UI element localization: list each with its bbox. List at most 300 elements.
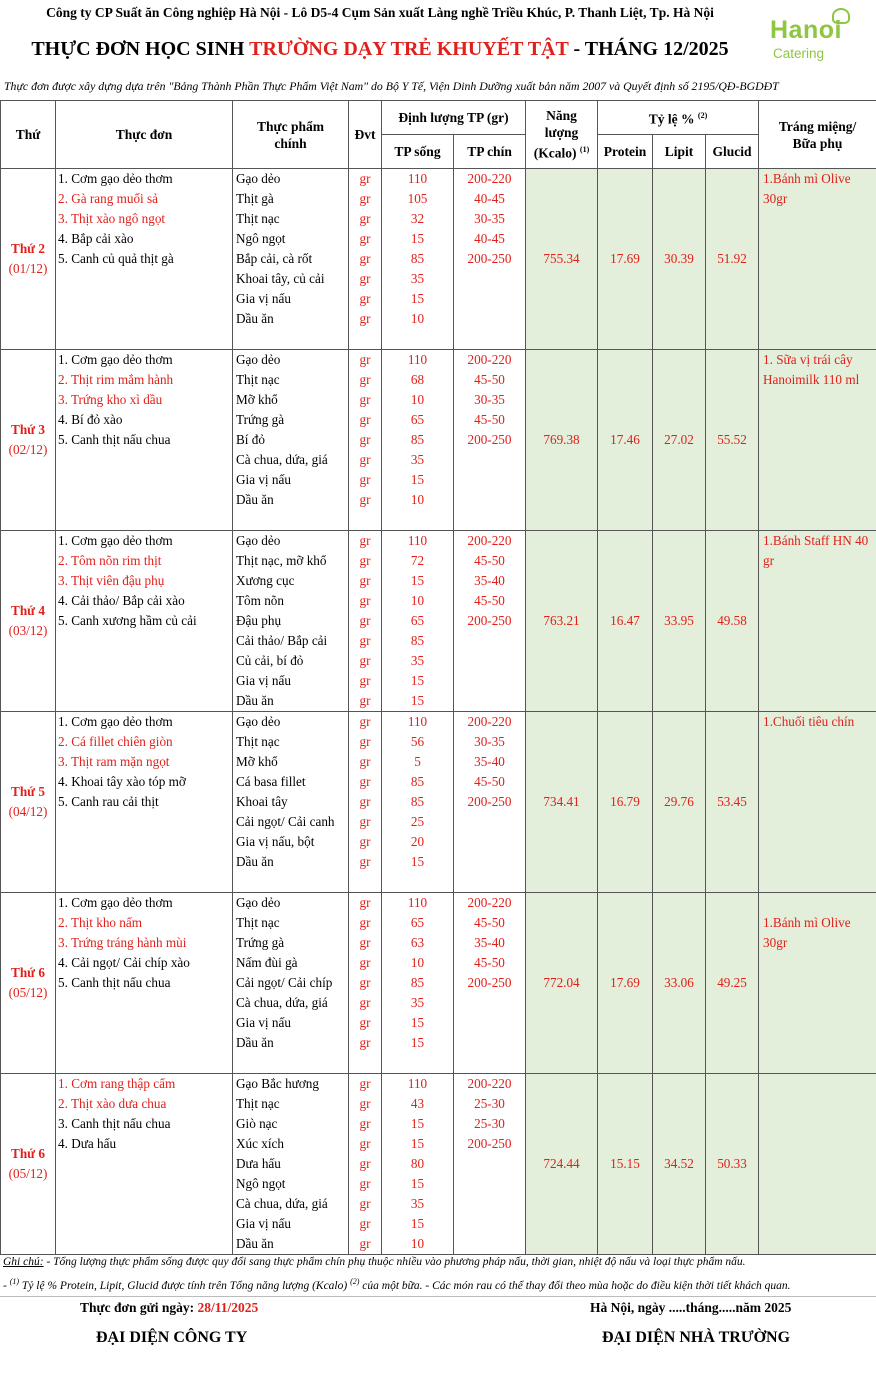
dish-name: 4. Dưa hấu (56, 1134, 233, 1154)
cooked-quantity: 40-45 (454, 189, 526, 209)
cooked-quantity (454, 691, 526, 712)
day-name: Thứ 6 (11, 1146, 45, 1161)
ingredient: Nấm đùi gà (233, 953, 349, 973)
raw-quantity: 15 (382, 289, 454, 309)
day-date: (01/12) (8, 261, 48, 276)
lipid-value: 27.02 (653, 350, 706, 531)
dessert-text: 1.Chuối tiêu chín (763, 714, 855, 729)
unit: gr (349, 189, 382, 209)
raw-quantity: 15 (382, 229, 454, 249)
unit: gr (349, 732, 382, 752)
raw-quantity: 15 (382, 1214, 454, 1234)
unit: gr (349, 752, 382, 772)
raw-quantity: 110 (382, 1074, 454, 1095)
table-row (1, 169, 876, 190)
dish-name: 3. Trứng tráng hành mùi (56, 933, 233, 953)
cooked-quantity (454, 450, 526, 470)
dish-name (56, 1013, 233, 1033)
day-label (1, 531, 56, 712)
unit: gr (349, 1234, 382, 1255)
dish-name (56, 993, 233, 1013)
raw-quantity: 85 (382, 973, 454, 993)
ingredient: Ngô ngọt (233, 1174, 349, 1194)
cooked-quantity (454, 852, 526, 872)
header-glucid: Glucid (706, 135, 759, 169)
ingredient: Dầu ăn (233, 1234, 349, 1255)
unit: gr (349, 1134, 382, 1154)
dish-name: 2. Cá fillet chiên giòn (56, 732, 233, 752)
raw-quantity: 110 (382, 350, 454, 371)
ingredient: Cải ngọt/ Cải chíp (233, 973, 349, 993)
protein-value: 15.15 (598, 1074, 653, 1255)
ingredient: Mỡ khổ (233, 390, 349, 410)
dish-name: 2. Tôm nõn rim thịt (56, 551, 233, 571)
table-row (1, 350, 876, 371)
ingredient: Gia vị nấu (233, 289, 349, 309)
cooked-quantity: 200-220 (454, 350, 526, 371)
day-label (1, 350, 56, 531)
cooked-quantity: 45-50 (454, 551, 526, 571)
unit: gr (349, 249, 382, 269)
unit: gr (349, 1154, 382, 1174)
protein-value: 17.69 (598, 169, 653, 350)
header-ratio (598, 101, 759, 135)
day-name: Thứ 3 (11, 422, 45, 437)
cooked-quantity (454, 490, 526, 510)
day-name: Thứ 4 (11, 603, 45, 618)
ingredient: Cà chua, dứa, giá (233, 450, 349, 470)
ingredient: Gia vị nấu (233, 1214, 349, 1234)
dessert (759, 169, 876, 350)
raw-quantity: 85 (382, 430, 454, 450)
raw-quantity: 15 (382, 1114, 454, 1134)
ingredient: Gạo dẻo (233, 893, 349, 914)
footnote-2-sup2: (2) (350, 1277, 360, 1286)
cooked-quantity: 45-50 (454, 953, 526, 973)
cooked-quantity (454, 289, 526, 309)
raw-quantity: 15 (382, 1174, 454, 1194)
dish-name (56, 812, 233, 832)
dish-name: 4. Bí đỏ xào (56, 410, 233, 430)
table-row (1, 712, 876, 733)
ingredient: Cải thảo/ Bắp cải (233, 631, 349, 651)
cooked-quantity: 35-40 (454, 571, 526, 591)
glucid-value: 49.25 (706, 893, 759, 1074)
dish-name (56, 1053, 233, 1074)
unit: gr (349, 209, 382, 229)
unit: gr (349, 953, 382, 973)
unit: gr (349, 852, 382, 872)
ingredient (233, 510, 349, 531)
raw-quantity: 10 (382, 1234, 454, 1255)
raw-quantity: 110 (382, 893, 454, 914)
dish-name: 3. Thịt viên đậu phụ (56, 571, 233, 591)
unit: gr (349, 691, 382, 712)
dish-name: 1. Cơm gạo dẻo thơm (56, 531, 233, 552)
ingredient: Trứng gà (233, 933, 349, 953)
raw-quantity: 10 (382, 591, 454, 611)
cooked-quantity (454, 1033, 526, 1053)
header-energy-label: Năng lượng (Kcalo) (533, 108, 579, 161)
ingredient: Thịt nạc (233, 370, 349, 390)
ingredient: Xúc xích (233, 1134, 349, 1154)
dish-name (56, 832, 233, 852)
dessert (759, 1074, 876, 1255)
protein-value: 17.69 (598, 893, 653, 1074)
dessert-text: 1.Bánh mì Olive 30gr (763, 171, 851, 206)
ingredient: Dầu ăn (233, 490, 349, 510)
raw-quantity: 35 (382, 1194, 454, 1214)
dish-name (56, 1194, 233, 1214)
cooked-quantity (454, 1013, 526, 1033)
ingredient (233, 872, 349, 893)
unit: gr (349, 350, 382, 371)
cooked-quantity (454, 631, 526, 651)
raw-quantity: 65 (382, 611, 454, 631)
dish-name: 5. Canh thịt nấu chua (56, 973, 233, 993)
header-energy-sup: (1) (579, 145, 590, 155)
footnote-2-prefix: - (3, 1279, 10, 1292)
raw-quantity: 72 (382, 551, 454, 571)
logo-text: Hanoi (770, 16, 842, 44)
cooked-quantity: 200-220 (454, 893, 526, 914)
dish-name (56, 651, 233, 671)
dish-name: 3. Thịt xào ngô ngọt (56, 209, 233, 229)
cooked-quantity (454, 269, 526, 289)
cooked-quantity: 30-35 (454, 390, 526, 410)
unit: gr (349, 571, 382, 591)
raw-quantity: 110 (382, 531, 454, 552)
raw-quantity: 85 (382, 772, 454, 792)
cooked-quantity: 40-45 (454, 229, 526, 249)
dish-name (56, 671, 233, 691)
ingredient (233, 329, 349, 350)
ingredient: Dưa hấu (233, 1154, 349, 1174)
raw-quantity: 20 (382, 832, 454, 852)
dessert-text: 1.Bánh Staff HN 40 gr (763, 533, 869, 568)
raw-quantity: 105 (382, 189, 454, 209)
raw-quantity: 10 (382, 953, 454, 973)
unit: gr (349, 309, 382, 329)
ingredient: Gạo Bắc hương (233, 1074, 349, 1095)
ingredient: Dầu ăn (233, 852, 349, 872)
raw-quantity: 10 (382, 390, 454, 410)
dish-name (56, 1033, 233, 1053)
dish-name (56, 510, 233, 531)
lipid-value: 33.95 (653, 531, 706, 712)
unit: gr (349, 712, 382, 733)
cooked-quantity (454, 1194, 526, 1214)
ingredient: Dầu ăn (233, 691, 349, 712)
glucid-value: 51.92 (706, 169, 759, 350)
cooked-quantity: 45-50 (454, 913, 526, 933)
dish-name: 2. Gà rang muối sả (56, 189, 233, 209)
cooked-quantity: 45-50 (454, 370, 526, 390)
dish-name: 4. Bắp cải xào (56, 229, 233, 249)
header-energy (526, 101, 598, 169)
raw-quantity: 25 (382, 812, 454, 832)
ingredient: Cá basa fillet (233, 772, 349, 792)
glucid-value: 49.58 (706, 531, 759, 712)
cooked-quantity: 25-30 (454, 1094, 526, 1114)
ingredient (233, 1053, 349, 1074)
footnote-2-sup1: (1) (9, 1277, 20, 1286)
unit: gr (349, 1214, 382, 1234)
dish-name (56, 1154, 233, 1174)
unit: gr (349, 631, 382, 651)
raw-quantity (382, 510, 454, 531)
ingredient: Thịt nạc (233, 913, 349, 933)
footnote-1 (3, 1256, 746, 1268)
header-dessert: Tráng miệng/ Bữa phụ (759, 101, 876, 169)
unit: gr (349, 591, 382, 611)
dish-name: 4. Cải thảo/ Bắp cải xào (56, 591, 233, 611)
dish-name (56, 691, 233, 712)
unit: gr (349, 551, 382, 571)
cooked-quantity: 30-35 (454, 732, 526, 752)
dish-name: 5. Canh củ quả thịt gà (56, 249, 233, 269)
ingredient: Thịt nạc (233, 732, 349, 752)
dish-name (56, 289, 233, 309)
ingredient: Tôm nõn (233, 591, 349, 611)
company-address: Công ty CP Suất ăn Công nghiệp Hà Nội - Lô D5-4 Cụm Sản xuất Làng nghề Triều Khúc, P. Thanh Liệt, Tp. Hà Nội (46, 5, 714, 20)
raw-quantity: 85 (382, 249, 454, 269)
raw-quantity: 43 (382, 1094, 454, 1114)
energy-value: 772.04 (526, 893, 598, 1074)
unit: gr (349, 430, 382, 450)
raw-quantity: 10 (382, 309, 454, 329)
unit: gr (349, 1174, 382, 1194)
dish-name (56, 1174, 233, 1194)
school-signature-label: ĐẠI DIỆN NHÀ TRƯỜNG (602, 1329, 791, 1346)
dessert (759, 712, 876, 893)
ingredient: Bí đỏ (233, 430, 349, 450)
title-part1: THỰC ĐƠN HỌC SINH (31, 38, 250, 60)
unit: gr (349, 1194, 382, 1214)
unit: gr (349, 269, 382, 289)
page-title (0, 38, 760, 61)
raw-quantity (382, 1053, 454, 1074)
energy-value: 763.21 (526, 531, 598, 712)
energy-value: 769.38 (526, 350, 598, 531)
cooked-quantity: 200-220 (454, 531, 526, 552)
ingredient: Giò nạc (233, 1114, 349, 1134)
ingredient: Gia vị nấu, bột (233, 832, 349, 852)
raw-quantity: 85 (382, 792, 454, 812)
ingredient: Dầu ăn (233, 309, 349, 329)
unit: gr (349, 1013, 382, 1033)
table-row (1, 1074, 876, 1095)
unit (349, 329, 382, 350)
header-quantity: Định lượng TP (gr) (382, 101, 526, 135)
raw-quantity: 65 (382, 410, 454, 430)
unit (349, 1053, 382, 1074)
raw-quantity: 15 (382, 470, 454, 490)
footnote-2-text-b: của một bữa. - Các món rau có thể thay đổi theo mùa hoặc do điều kiện thời tiết khách quan. (359, 1279, 791, 1292)
raw-quantity: 35 (382, 450, 454, 470)
raw-quantity: 65 (382, 913, 454, 933)
day-label (1, 169, 56, 350)
dish-name: 3. Canh thịt nấu chua (56, 1114, 233, 1134)
cooked-quantity: 45-50 (454, 591, 526, 611)
dish-name: 3. Trứng kho xì dầu (56, 390, 233, 410)
header-cooked: TP chín (454, 135, 526, 169)
unit: gr (349, 913, 382, 933)
ingredient: Khoai tây (233, 792, 349, 812)
cooked-quantity (454, 329, 526, 350)
title-school: TRƯỜNG DẠY TRẺ KHUYẾT TẬT (249, 38, 569, 60)
day-name: Thứ 2 (11, 241, 45, 256)
ingredient: Cải ngọt/ Cải canh (233, 812, 349, 832)
dish-name: 5. Canh xương hầm củ cải (56, 611, 233, 631)
logo-subtext: Catering (773, 46, 825, 61)
day-label (1, 712, 56, 893)
ingredient: Dầu ăn (233, 1033, 349, 1053)
unit: gr (349, 410, 382, 430)
day-date: (03/12) (8, 623, 48, 638)
sent-date-label: Thực đơn gửi ngày: (80, 1300, 198, 1315)
dish-name (56, 852, 233, 872)
menu-table (0, 100, 876, 1255)
raw-quantity: 110 (382, 169, 454, 190)
dish-name: 5. Canh thịt nấu chua (56, 430, 233, 450)
ingredient: Bắp cải, cà rốt (233, 249, 349, 269)
ingredient: Thịt nạc (233, 1094, 349, 1114)
unit: gr (349, 450, 382, 470)
cooked-quantity: 45-50 (454, 410, 526, 430)
cooked-quantity: 25-30 (454, 1114, 526, 1134)
footnote-2 (3, 1277, 791, 1292)
ingredient: Ngô ngọt (233, 229, 349, 249)
raw-quantity (382, 872, 454, 893)
dish-name (56, 470, 233, 490)
unit (349, 872, 382, 893)
cooked-quantity (454, 309, 526, 329)
unit: gr (349, 993, 382, 1013)
unit: gr (349, 832, 382, 852)
dish-name (56, 450, 233, 470)
unit (349, 510, 382, 531)
unit: gr (349, 933, 382, 953)
dish-name (56, 329, 233, 350)
source-note: Thực đơn được xây dựng dựa trên "Bảng Thành Phần Thực Phẩm Việt Nam" do Bộ Y Tế, Viện Dinh Dưỡng xuất bản năm 2007 và Quyết định số 2195/QĐ-BGDĐT (4, 79, 779, 93)
ingredient: Gạo dẻo (233, 169, 349, 190)
ingredient: Gạo dẻo (233, 712, 349, 733)
unit: gr (349, 611, 382, 631)
cooked-quantity (454, 872, 526, 893)
unit: gr (349, 490, 382, 510)
dish-name: 4. Khoai tây xào tóp mỡ (56, 772, 233, 792)
raw-quantity: 110 (382, 712, 454, 733)
title-month: - THÁNG 12/2025 (568, 38, 729, 60)
ingredient: Cà chua, dứa, giá (233, 993, 349, 1013)
dessert-text: 1.Bánh mì Olive 30gr (763, 915, 851, 950)
footnote-1-text: - Tổng lượng thực phẩm sống được quy đổi sang thực phẩm chín phụ thuộc nhiều vào phương pháp nấu, thời gian, nhiệt độ nấu và loại thực phẩm nấu. (43, 1256, 746, 1268)
raw-quantity: 5 (382, 752, 454, 772)
sent-date (80, 1300, 258, 1316)
protein-value: 16.47 (598, 531, 653, 712)
dish-name: 1. Cơm gạo dẻo thơm (56, 169, 233, 190)
raw-quantity: 56 (382, 732, 454, 752)
dish-name: 3. Thịt ram mặn ngọt (56, 752, 233, 772)
ingredient: Xương cục (233, 571, 349, 591)
unit: gr (349, 1094, 382, 1114)
dessert (759, 350, 876, 531)
raw-quantity: 15 (382, 1013, 454, 1033)
cooked-quantity: 200-250 (454, 430, 526, 450)
dish-name: 2. Thịt xào dưa chua (56, 1094, 233, 1114)
ingredient: Gạo dẻo (233, 350, 349, 371)
dish-name (56, 309, 233, 329)
unit: gr (349, 792, 382, 812)
ingredient: Cà chua, dứa, giá (233, 1194, 349, 1214)
cooked-quantity: 200-250 (454, 792, 526, 812)
energy-value: 734.41 (526, 712, 598, 893)
dessert (759, 531, 876, 712)
unit: gr (349, 229, 382, 249)
glucid-value: 53.45 (706, 712, 759, 893)
lipid-value: 34.52 (653, 1074, 706, 1255)
unit: gr (349, 1114, 382, 1134)
raw-quantity: 68 (382, 370, 454, 390)
energy-value: 755.34 (526, 169, 598, 350)
cooked-quantity: 200-250 (454, 249, 526, 269)
dish-name: 1. Cơm rang thập cẩm (56, 1074, 233, 1095)
cooked-quantity (454, 510, 526, 531)
header-raw: TP sống (382, 135, 454, 169)
unit: gr (349, 812, 382, 832)
raw-quantity (382, 329, 454, 350)
cooked-quantity: 200-220 (454, 1074, 526, 1095)
day-date: (04/12) (8, 804, 48, 819)
header-ratio-label: Tỷ lệ % (648, 111, 695, 127)
dish-name: 1. Cơm gạo dẻo thơm (56, 893, 233, 914)
ingredient: Gạo dẻo (233, 531, 349, 552)
unit: gr (349, 370, 382, 390)
footnote-2-text-a: Tỷ lệ % Protein, Lipit, Glucid được tính trên Tổng năng lượng (Kcalo) (19, 1279, 351, 1292)
unit: gr (349, 973, 382, 993)
dessert-text: 1. Sữa vị trái cây Hanoimilk 110 ml (763, 352, 860, 387)
unit: gr (349, 651, 382, 671)
place-date: Hà Nội, ngày .....tháng.....năm 2025 (590, 1300, 792, 1315)
cooked-quantity: 30-35 (454, 209, 526, 229)
day-name: Thứ 5 (11, 784, 45, 799)
cooked-quantity (454, 812, 526, 832)
ingredient: Gia vị nấu (233, 671, 349, 691)
dish-name (56, 1214, 233, 1234)
cooked-quantity: 35-40 (454, 752, 526, 772)
cooked-quantity (454, 1053, 526, 1074)
header-ratio-sup: (2) (697, 111, 708, 121)
dish-name: 4. Cải ngọt/ Cải chíp xào (56, 953, 233, 973)
cooked-quantity (454, 832, 526, 852)
dish-name (56, 872, 233, 893)
day-date: (02/12) (8, 442, 48, 457)
header-lipid: Lipit (653, 135, 706, 169)
header-day: Thứ (1, 101, 56, 169)
dish-name (56, 1234, 233, 1255)
cooked-quantity: 200-250 (454, 611, 526, 631)
ingredient: Trứng gà (233, 410, 349, 430)
chef-hat-icon (832, 8, 850, 24)
divider (0, 1296, 876, 1297)
company-signature-label: ĐẠI DIỆN CÔNG TY (96, 1329, 248, 1346)
cooked-quantity: 200-220 (454, 712, 526, 733)
glucid-value: 55.52 (706, 350, 759, 531)
day-date: (05/12) (8, 1166, 48, 1181)
header-unit: Đvt (349, 101, 382, 169)
raw-quantity: 63 (382, 933, 454, 953)
